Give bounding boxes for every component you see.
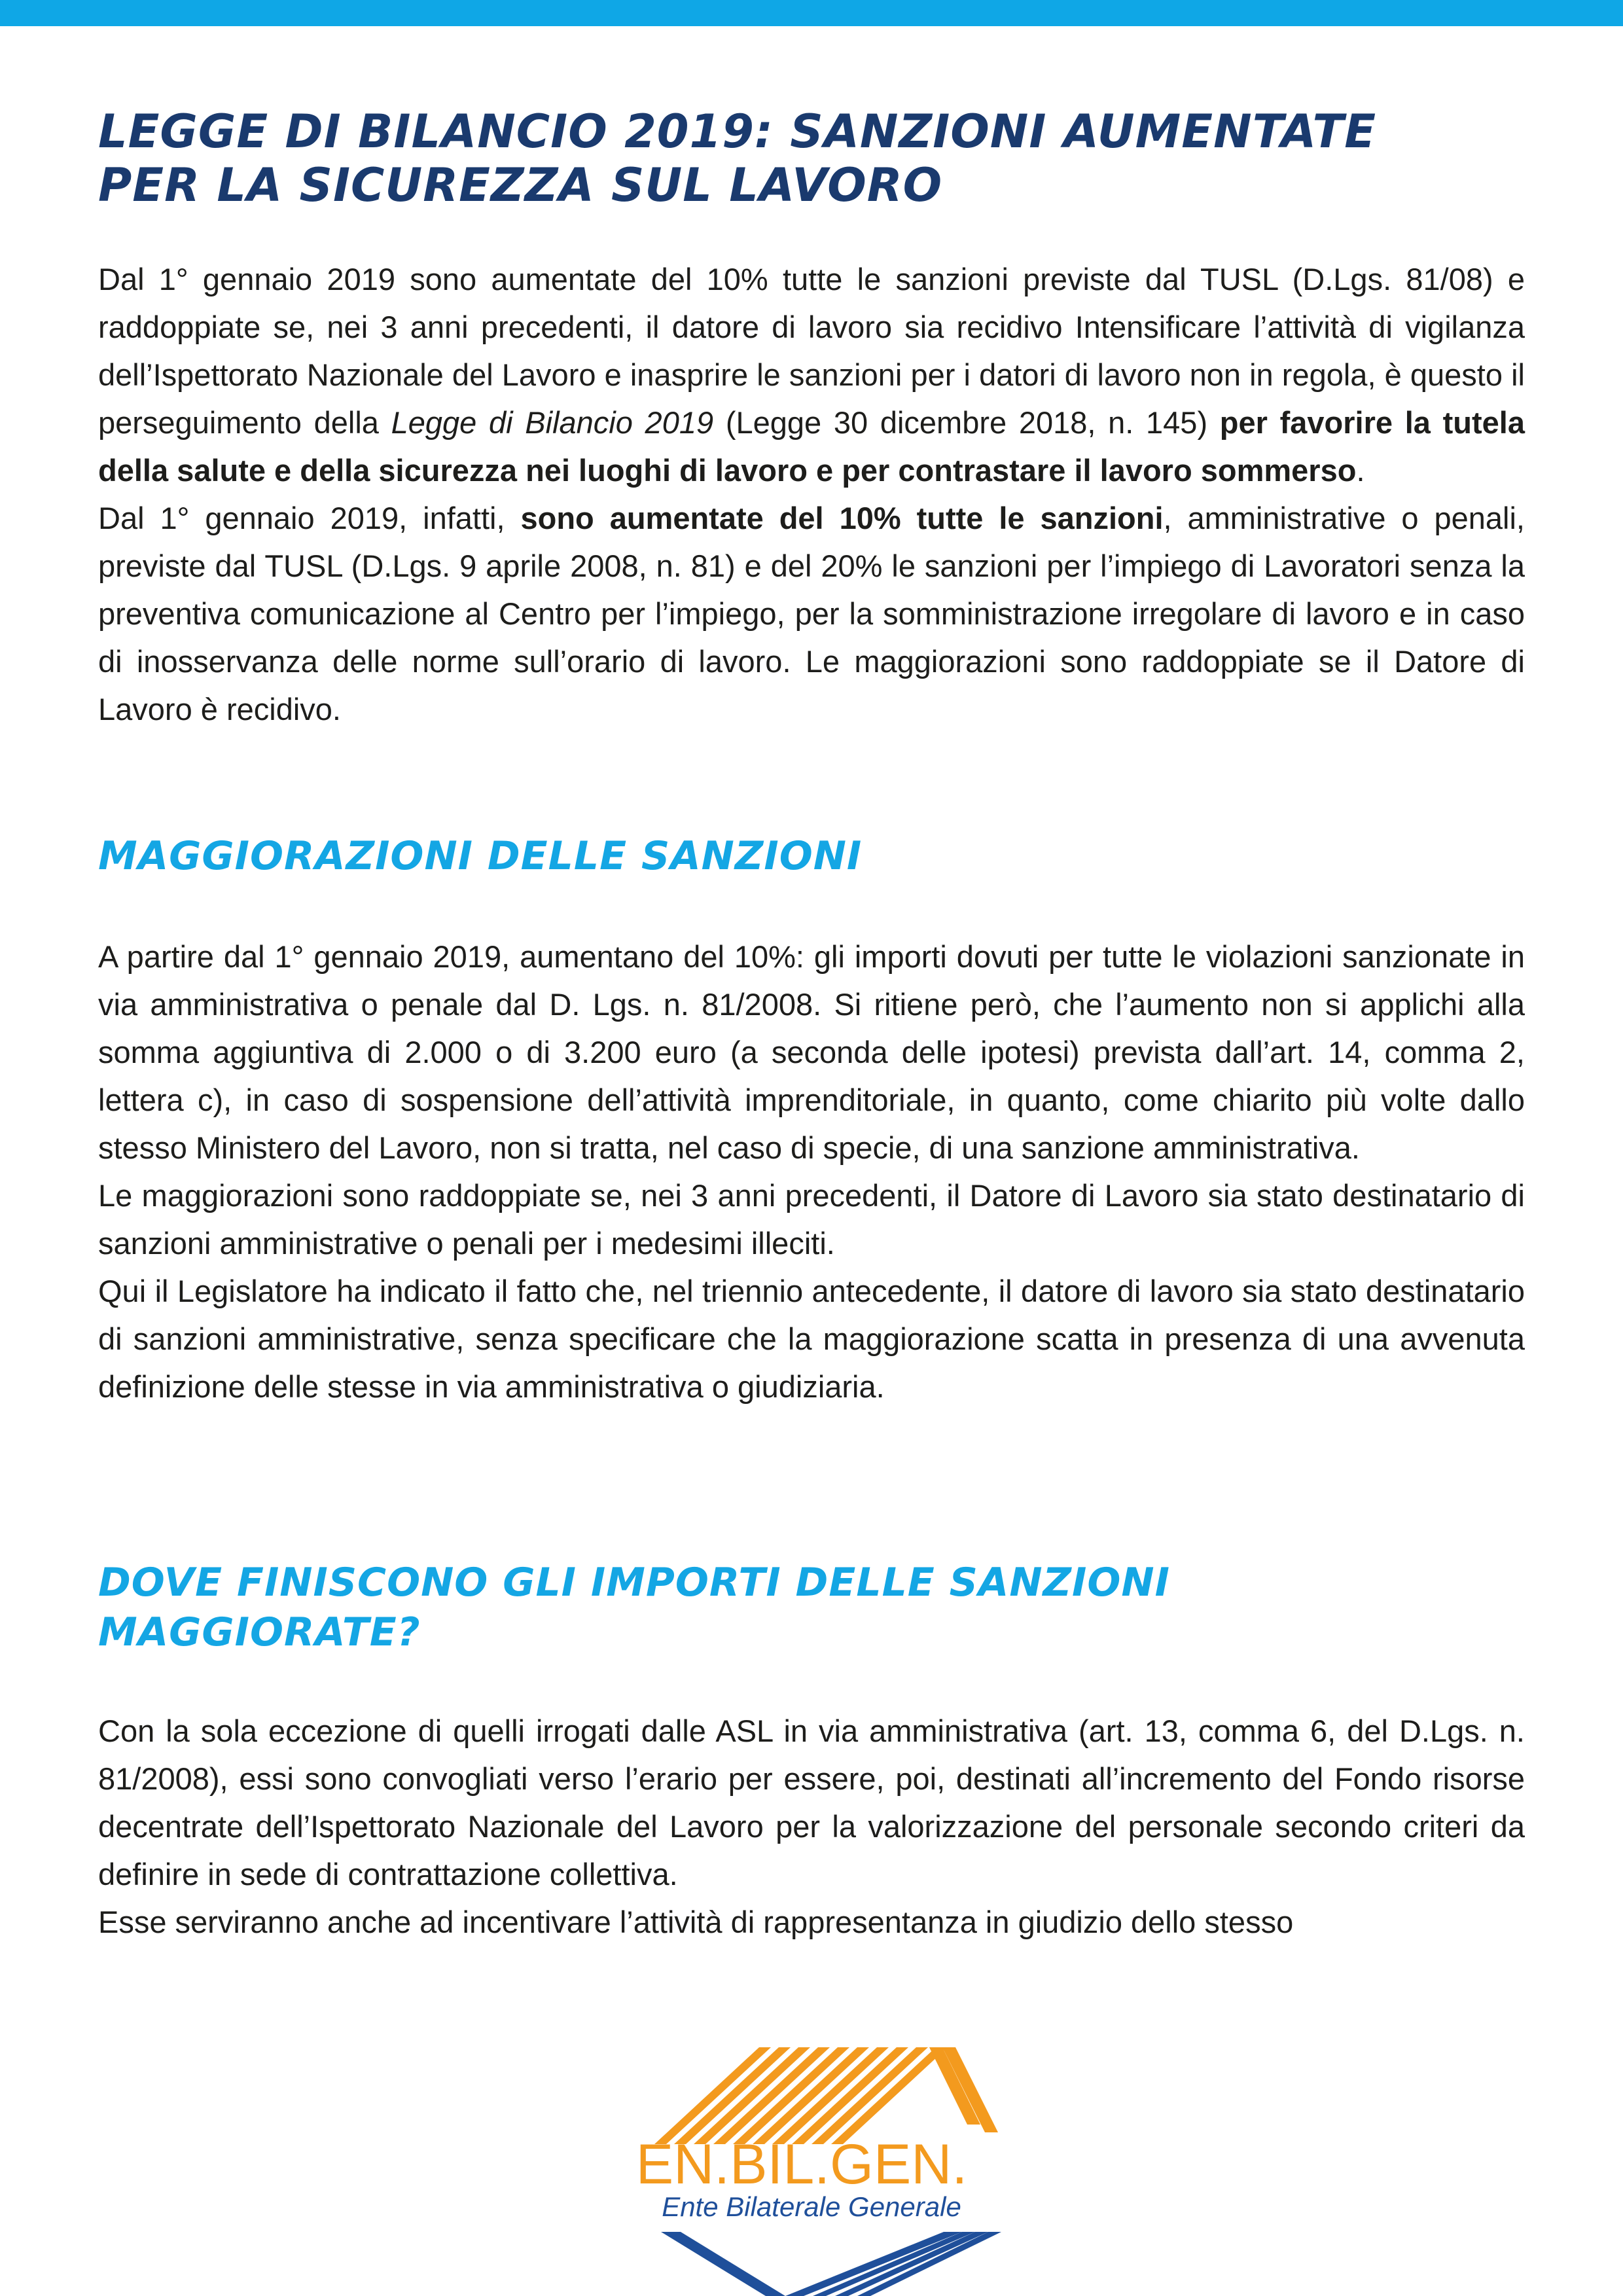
- section2-paragraph: [98, 1707, 1525, 1946]
- page-title-line2: PER LA SICUREZZA SUL LAVORO: [98, 158, 943, 212]
- section-title-dove-finiscono: [98, 1558, 1170, 1657]
- section1-text-1: A partire dal 1° gennaio 2019, aumentano del 10%: gli importi dovuti per tutte le violazioni sanzionate in via amministrativa o penale dal D. Lgs. n. 81/2008. Si ritiene però, che l’aumento non si applichi alla somma aggiuntiva di 2.000 o di 3.200 euro (a seconda delle ipotesi) prevista dall’art. 14, comma 2, lettera c), in caso di sospensione dell’attività imprenditoriale, in quanto, come chiarito più volte dallo stesso Ministero del Lavoro, non si tratta, nel caso di specie, di una sanzione amministrativa.: [98, 939, 1525, 1165]
- intro-text-4: Dal 1° gennaio 2019, infatti,: [98, 501, 521, 535]
- intro-text-3: .: [1356, 453, 1365, 488]
- intro-text-2: (Legge 30 dicembre 2018, n. 145): [713, 405, 1220, 440]
- intro-paragraph: [98, 255, 1525, 733]
- page-title: [98, 105, 1376, 212]
- top-accent-bar: [0, 0, 1623, 26]
- section2-title-line1: DOVE FINISCONO GLI IMPORTI DELLE SANZIONI: [98, 1560, 1170, 1605]
- section1-text-3: Qui il Legislatore ha indicato il fatto che, nel triennio antecedente, il datore di lavoro sia stato destinatario di sanzioni amministrative, senza specificare che la maggiorazione scatta in presenza di una avvenuta definizione delle stesse in via amministrativa o giudiziaria.: [98, 1274, 1525, 1404]
- intro-law-name: Legge di Bilancio 2019: [391, 405, 714, 440]
- logo-blue-stripes-icon: [661, 2232, 1001, 2296]
- section1-paragraph: [98, 933, 1525, 1410]
- logo-name: EN.BIL.GEN.: [635, 2133, 968, 2196]
- logo-orange-stripes-icon: [654, 2047, 998, 2144]
- enbilgen-logo: [0, 2047, 1623, 2296]
- section2-text-2: Esse serviranno anche ad incentivare l’attività di rappresentanza in giudizio dello stesso: [98, 1905, 1294, 1939]
- intro-emphasis-2: sono aumentate del 10% tutte le sanzioni: [520, 501, 1164, 535]
- logo-subtitle: Ente Bilaterale Generale: [662, 2191, 961, 2222]
- section-title-maggiorazioni: MAGGIORAZIONI DELLE SANZIONI: [98, 833, 863, 879]
- section2-title-line2: MAGGIORATE?: [98, 1609, 421, 1655]
- section1-text-2: Le maggiorazioni sono raddoppiate se, nei 3 anni precedenti, il Datore di Lavoro sia stato destinatario di sanzioni amministrative o penali per i medesimi illeciti.: [98, 1178, 1525, 1261]
- intro-text-5: , amministrative o penali, previste dal TUSL (D.Lgs. 9 aprile 2008, n. 81) e del 20% le sanzioni per l’impiego di Lavoratori senza la preventiva comunicazione al Centro per l’impiego, per la somministrazione irregolare di lavoro e in caso di inosservanza delle norme sull’orario di lavoro. Le maggiorazioni sono raddoppiate se il Datore di Lavoro è recidivo.: [98, 501, 1525, 726]
- intro-text-1: Dal 1° gennaio 2019 sono aumentate del 10% tutte le sanzioni previste dal TUSL (D.Lgs. 81/08) e raddoppiate se, nei 3 anni precedenti, il datore di lavoro sia recidivo Intensificare l’attività di vigilanza dell’Ispettorato Nazionale del Lavoro e inasprire le sanzioni per i datori di lavoro non in regola, è questo il perseguimento della: [98, 262, 1525, 440]
- page-title-line1: LEGGE DI BILANCIO 2019: SANZIONI AUMENTATE: [98, 105, 1377, 158]
- intro-emphasis: per favorire la tutela della salute e della sicurezza nei luoghi di lavoro e per contrastare il lavoro sommerso: [98, 405, 1525, 488]
- section2-text-1: Con la sola eccezione di quelli irrogati dalle ASL in via amministrativa (art. 13, comma 6, del D.Lgs. n. 81/2008), essi sono convogliati verso l’erario per essere, poi, destinati all’incremento del Fondo risorse decentrate dell’Ispettorato Nazionale del Lavoro per la valorizzazione del personale secondo criteri da definire in sede di contrattazione collettiva.: [98, 1713, 1525, 1892]
